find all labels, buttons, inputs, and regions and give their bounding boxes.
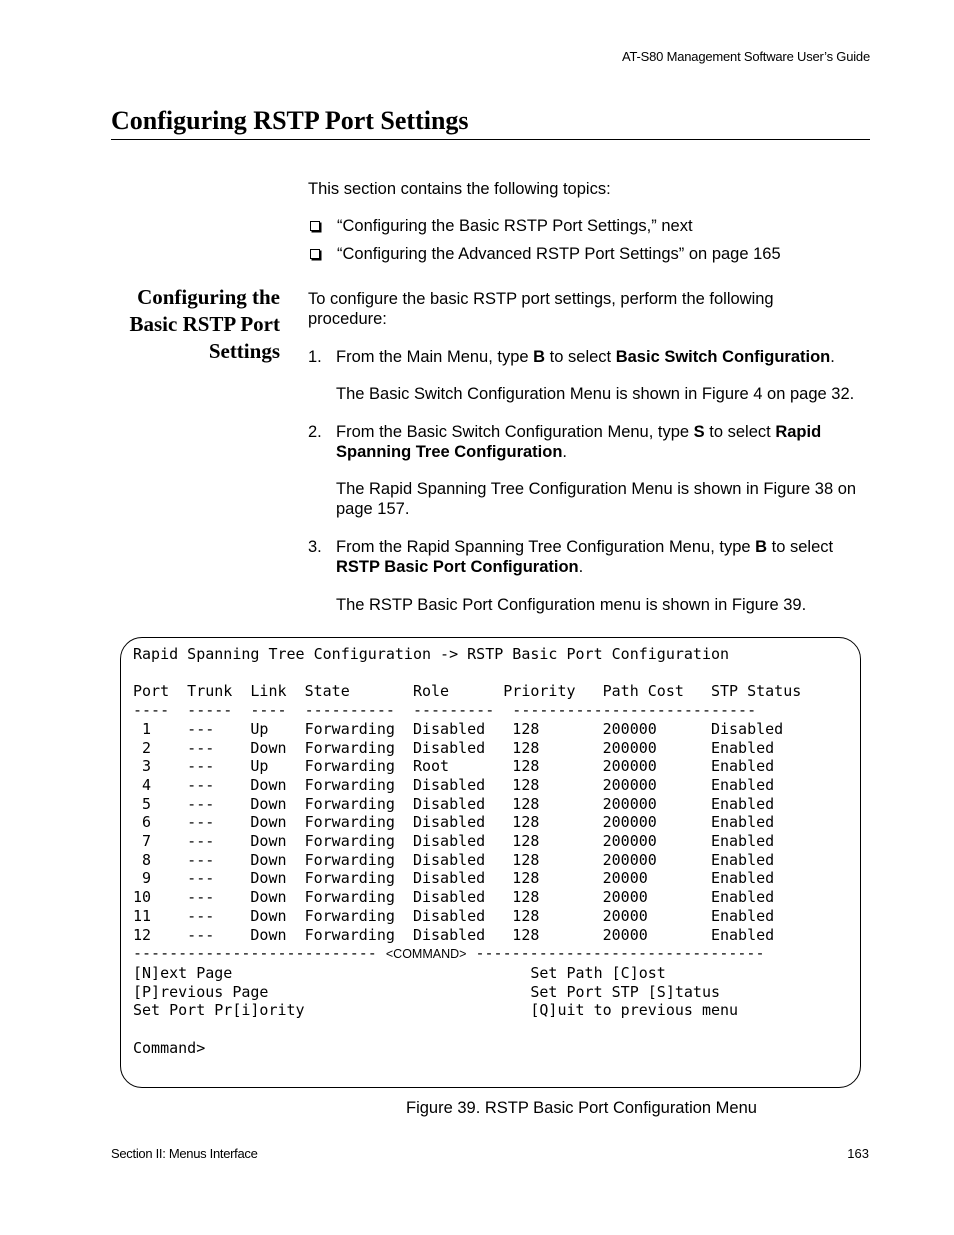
running-header: AT-S80 Management Software User’s Guide [622, 49, 870, 64]
step-text: to select [545, 348, 616, 366]
menu-options-line: [P]revious Page Set Port STP [S]tatus [133, 982, 720, 1001]
command-prompt: Command> [133, 1038, 206, 1057]
section-heading-line: Basic RSTP Port [129, 312, 280, 336]
step-instruction [336, 422, 856, 462]
step-text: From the Basic Switch Configuration Menu, type [336, 423, 694, 441]
table-row: 6 --- Down Forwarding Disabled 128 200000 Enabled [133, 813, 775, 832]
table-row: 11 --- Down Forwarding Disabled 128 20000 Enabled [133, 906, 775, 925]
table-row: 10 --- Down Forwarding Disabled 128 20000 Enabled [133, 888, 775, 907]
step-text: to select [704, 423, 776, 441]
step-target: RSTP Basic Port Configuration [336, 558, 579, 576]
table-row: 9 --- Down Forwarding Disabled 128 20000 Enabled [133, 869, 775, 888]
intro-text: This section contains the following topics: [308, 180, 611, 198]
step-note: The Rapid Spanning Tree Configuration Menu is shown in Figure 38 on page 157. [336, 480, 857, 518]
checkbox-bullet-icon [310, 249, 320, 259]
step-number: 1. [308, 348, 322, 366]
step-text: From the Rapid Spanning Tree Configuration Menu, type [336, 538, 756, 556]
page-number: 163 [847, 1146, 869, 1161]
step-target: Rapid Spanning Tree Configuration [336, 423, 822, 461]
step-number: 3. [308, 538, 322, 556]
step-text: . [578, 558, 584, 576]
topic-item [308, 244, 781, 264]
page-title: Configuring RSTP Port Settings [111, 106, 469, 135]
table-row: 8 --- Down Forwarding Disabled 128 200000 Enabled [133, 850, 775, 869]
topic-item [308, 216, 693, 236]
menu-options-line: Set Port Pr[i]ority [Q]uit to previous menu [133, 1001, 739, 1020]
menu-options-line: [N]ext Page Set Path [C]ost [133, 963, 666, 982]
command-divider-label: <COMMAND> [385, 947, 467, 962]
step-text: From the Main Menu, type [336, 348, 534, 366]
step-key: B [533, 348, 546, 366]
section-heading [100, 284, 280, 365]
step-note: The Basic Switch Configuration Menu is shown in Figure 4 on page 32. [336, 385, 855, 403]
table-row: 1 --- Up Forwarding Disabled 128 200000 Disabled [133, 719, 784, 738]
table-row: 3 --- Up Forwarding Root 128 200000 Enabled [133, 757, 775, 776]
table-row: 7 --- Down Forwarding Disabled 128 200000 Enabled [133, 832, 775, 851]
step-text: . [830, 348, 835, 366]
topic-link-advanced[interactable]: “Configuring the Advanced RSTP Port Settings” on page 165 [337, 245, 781, 263]
step-key: S [693, 423, 705, 441]
checkbox-bullet-icon [310, 221, 320, 231]
step-instruction [336, 347, 876, 367]
table-row: 4 --- Down Forwarding Disabled 128 200000 Enabled [133, 775, 775, 794]
section-heading-line: Settings [208, 339, 280, 363]
command-divider-left: --------------------------- [133, 944, 386, 963]
figure-caption: Figure 39. RSTP Basic Port Configuration Menu [406, 1099, 757, 1117]
terminal-column-headers: Port Trunk Link State Role Priority Path Cost STP Status [133, 682, 802, 701]
step-text: . [562, 443, 568, 461]
step-key: B [755, 538, 768, 556]
table-row: 12 --- Down Forwarding Disabled 128 20000 Enabled [133, 925, 775, 944]
step-instruction [336, 537, 876, 577]
terminal-dash-separator: ---- ----- ---- ---------- --------- --------------------------- [133, 701, 757, 720]
title-rule [111, 139, 870, 140]
table-row: 2 --- Down Forwarding Disabled 128 200000 Enabled [133, 738, 775, 757]
footer-section: Section II: Menus Interface [111, 1146, 258, 1161]
terminal-breadcrumb: Rapid Spanning Tree Configuration -> RSTP Basic Port Configuration [133, 645, 730, 663]
topic-link-basic[interactable]: “Configuring the Basic RSTP Port Settings,” next [337, 217, 693, 235]
step-text: to select [767, 538, 834, 556]
terminal-screen [133, 645, 801, 1057]
step-number: 2. [308, 423, 322, 441]
step-note: The RSTP Basic Port Configuration menu is shown in Figure 39. [336, 596, 807, 614]
procedure-intro: To configure the basic RSTP port settings, perform the following procedure: [308, 290, 774, 328]
command-divider-right: -------------------------------- [466, 944, 765, 963]
step-target: Basic Switch Configuration [615, 348, 831, 366]
section-heading-line: Configuring the [137, 285, 280, 309]
table-row: 5 --- Down Forwarding Disabled 128 200000 Enabled [133, 794, 775, 813]
